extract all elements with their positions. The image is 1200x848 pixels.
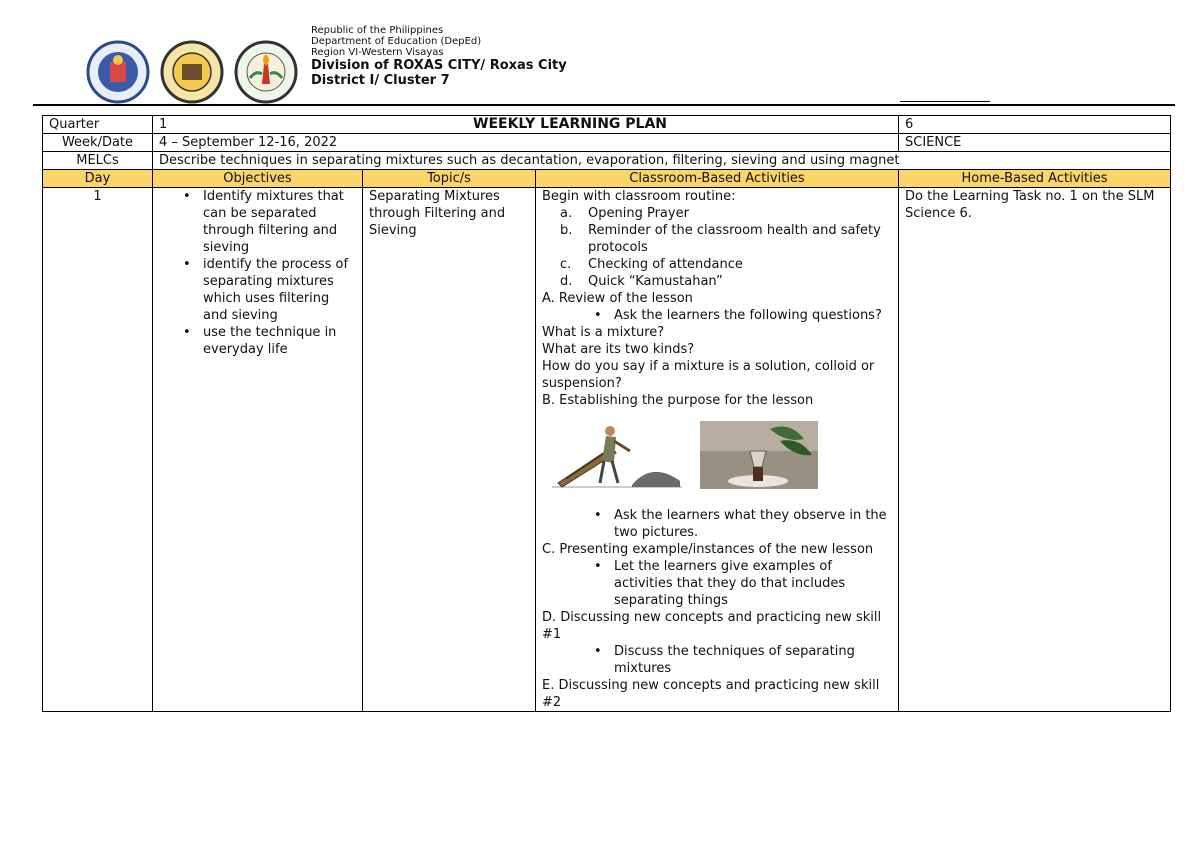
topic-cell: Separating Mixtures through Filtering and Sieving	[363, 188, 536, 712]
weekly-learning-plan-table	[42, 115, 1171, 712]
column-header-row	[43, 170, 1171, 188]
letterhead-line: Department of Education (DepEd)	[311, 36, 482, 47]
routine-list	[536, 205, 892, 290]
routine-item: c. Checking of attendance	[560, 257, 743, 272]
section-c-title: C. Presenting example/instances of the new lesson	[542, 542, 874, 557]
filtering-photo	[700, 421, 818, 489]
day-number: 1	[43, 188, 153, 712]
objective-item: • Identify mixtures that can be separated through filtering and sieving	[153, 188, 356, 256]
routine-item: b. Reminder of the classroom health and safety protocols	[560, 223, 881, 255]
objectives-cell	[153, 188, 363, 712]
quarter-row	[43, 116, 1171, 134]
objective-item: • use the technique in everyday life	[153, 324, 356, 358]
routine-item: a. Opening Prayer	[560, 206, 689, 221]
district-name: District I/ Cluster 7	[311, 73, 450, 88]
quarter-value: 1	[159, 117, 168, 132]
quarter-label: Quarter	[43, 116, 153, 134]
section-d-bullet: • Discuss the techniques of separating mixtures	[536, 643, 892, 677]
week-value: 4 – September 12-16, 2022	[153, 134, 899, 152]
melcs-label: MELCs	[43, 152, 153, 170]
routine-item: d. Quick “Kamustahan”	[560, 274, 723, 289]
col-header-day: Day	[43, 170, 153, 188]
header-rule	[33, 104, 1175, 106]
col-header-classroom: Classroom-Based Activities	[536, 170, 899, 188]
division-name: Division of ROXAS CITY/ Roxas City	[311, 58, 567, 73]
header-rule-accent	[900, 101, 990, 102]
question: What is a mixture?	[542, 325, 665, 340]
subject-value: SCIENCE	[899, 134, 1171, 152]
letterhead	[311, 25, 567, 88]
activities-cell	[536, 188, 899, 712]
week-label: Week/Date	[43, 134, 153, 152]
col-header-topics: Topic/s	[363, 170, 536, 188]
section-b-bullet: • Ask the learners what they observe in the two pictures.	[536, 507, 892, 541]
objective-item: • identify the process of separating mixtures which uses filtering and sieving	[153, 256, 356, 324]
grade-value: 6	[899, 116, 1171, 134]
sieving-illustration	[552, 421, 682, 491]
week-row	[43, 134, 1171, 152]
col-header-home: Home-Based Activities	[899, 170, 1171, 188]
section-a-title: A. Review of the lesson	[542, 291, 693, 306]
quarter-cell	[153, 116, 899, 134]
question: What are its two kinds?	[542, 342, 695, 357]
section-d-title: D. Discussing new concepts and practicing new skill #1	[542, 610, 882, 642]
deped-seals	[86, 40, 316, 104]
col-header-objectives: Objectives	[153, 170, 363, 188]
section-a-bullet: • Ask the learners the following questions?	[536, 307, 892, 324]
letterhead-line: Republic of the Philippines	[311, 25, 444, 36]
home-activities-cell: Do the Learning Task no. 1 on the SLM Science 6.	[899, 188, 1171, 712]
question: How do you say if a mixture is a solution, colloid or suspension?	[542, 359, 875, 391]
plan-title: WEEKLY LEARNING PLAN	[473, 116, 668, 132]
lesson-pictures	[552, 421, 892, 495]
section-c-bullet: • Let the learners give examples of activities that they do that includes separating things	[536, 558, 892, 609]
logo-group	[86, 40, 316, 104]
routine-intro: Begin with classroom routine:	[542, 189, 736, 204]
melcs-row	[43, 152, 1171, 170]
section-b-title: B. Establishing the purpose for the lesson	[542, 393, 814, 408]
melcs-value: Describe techniques in separating mixtures such as decantation, evaporation, filtering, sieving and using magnet	[153, 152, 1171, 170]
day-row	[43, 188, 1171, 712]
letterhead-line: Region VI-Western Visayas	[311, 47, 444, 58]
section-e-title: E. Discussing new concepts and practicing new skill #2	[542, 678, 880, 710]
